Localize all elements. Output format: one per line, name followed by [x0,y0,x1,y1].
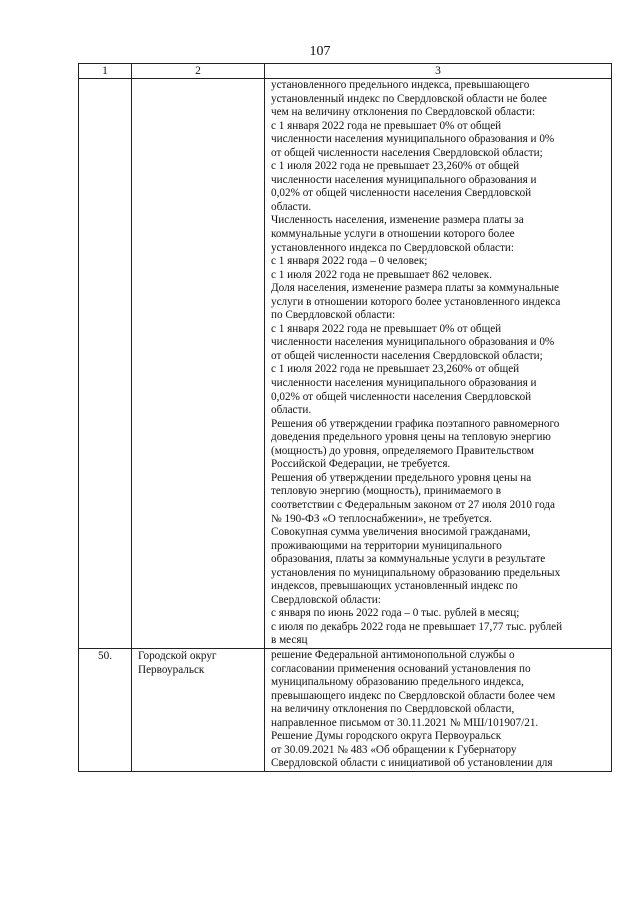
text-line: с января по июнь 2022 года – 0 тыс. рублей в месяц; [271,607,520,620]
row-number [79,79,132,649]
table-row [79,648,612,771]
organization-name-line: Первоуральск [138,663,205,676]
text-line: Российской Федерации, не требуется. [271,458,451,471]
text-line: индексов, превышающих установленный индекс по [271,580,518,593]
table-header-row [79,64,612,79]
organization-cell [132,79,265,649]
description-cell [265,79,612,649]
text-line: доведения предельного уровня цены на тепловую энергию [271,431,551,444]
text-line: с 1 июля 2022 года не превышает 23,260% от общей [271,363,520,376]
text-line: Численность населения, изменение размера платы за [271,214,524,227]
text-line: области. [271,200,312,213]
text-line: установления по муниципальному образованию предельных [271,566,561,579]
organization-cell [132,648,265,771]
text-line: с 1 января 2022 года – 0 человек; [271,255,428,268]
text-line: услуги в отношении которого более установленного индекса [271,295,561,308]
column-header-1: 1 [79,64,132,79]
text-line: муниципальному образованию предельного индекса, [271,676,524,689]
text-line: численности населения муниципального образования и [271,173,537,186]
text-line: Совокупная сумма увеличения вносимой гражданами, [271,526,531,539]
text-line: № 190-ФЗ «О теплоснабжении», не требуется. [271,512,492,525]
text-line: решение Федеральной антимонопольной службы о [271,648,515,661]
row-number: 50. [79,648,132,771]
document-table [78,63,612,772]
text-line: в месяц [271,634,308,647]
text-line: от общей численности населения Свердловской области; [271,349,543,362]
column-header-3: 3 [265,64,612,79]
text-line: согласовании применения оснований установления по [271,662,531,675]
text-line: Доля населения, изменение размера платы за коммунальные [271,282,559,295]
text-line: Решение Думы городского округа Первоуральск [271,730,502,743]
text-line: превышающего индекс по Свердловской области более чем [271,689,556,702]
text-line: от общей численности населения Свердловской области; [271,146,543,159]
text-line: установленный индекс по Свердловской области не более [271,92,547,105]
text-line: численности населения муниципального образования и 0% [271,336,555,349]
text-line: коммунальные услуги в отношении которого более [271,228,515,241]
text-line: соответствии с Федеральным законом от 27 июля 2010 года [271,498,556,511]
text-line: установленного индекса по Свердловской области: [271,241,515,254]
text-line: образования, платы за коммунальные услуги в результате [271,553,546,566]
text-line: 0,02% от общей численности населения Свердловской [271,390,532,403]
text-line: направленное письмом от 30.11.2021 № МШ/101907/21. [271,716,539,729]
text-line: области. [271,404,312,417]
text-line: тепловую энергию (мощность), принимаемого в [271,485,502,498]
organization-name-line: Городской округ [138,649,217,662]
text-line: с 1 января 2022 года не превышает 0% от общей [271,322,502,335]
text-line: с 1 июля 2022 года не превышает 862 человек. [271,268,493,281]
text-line: (мощность) до уровня, определяемого Правительством [271,444,534,457]
table-row [79,79,612,649]
text-line: на величину отклонения по Свердловской области, [271,703,515,716]
text-line: проживающими на территории муниципального [271,539,502,552]
text-line: с 1 января 2022 года не превышает 0% от общей [271,119,502,132]
text-line: Решения об утверждении графика поэтапного равномерного [271,417,560,430]
description-cell [265,648,612,771]
text-line: чем на величину отклонения по Свердловской области: [271,106,536,119]
text-line: по Свердловской области: [271,309,396,322]
text-line: численности населения муниципального образования и [271,377,537,390]
text-line: Решения об утверждении предельного уровня цены на [271,471,532,484]
text-line: Свердловской области: [271,593,381,606]
page-number: 107 [309,44,331,59]
text-line: 0,02% от общей численности населения Свердловской [271,187,532,200]
text-line: численности населения муниципального образования и 0% [271,133,555,146]
text-line: с 1 июля 2022 года не превышает 23,260% от общей [271,160,520,173]
text-line: установленного предельного индекса, превышающего [271,79,530,91]
column-header-2: 2 [132,64,265,79]
text-line: Свердловской области с инициативой об установлении для [271,757,553,770]
text-line: с июля по декабрь 2022 года не превышает 17,77 тыс. рублей [271,620,563,633]
text-line: от 30.09.2021 № 483 «Об обращении к Губернатору [271,743,517,756]
